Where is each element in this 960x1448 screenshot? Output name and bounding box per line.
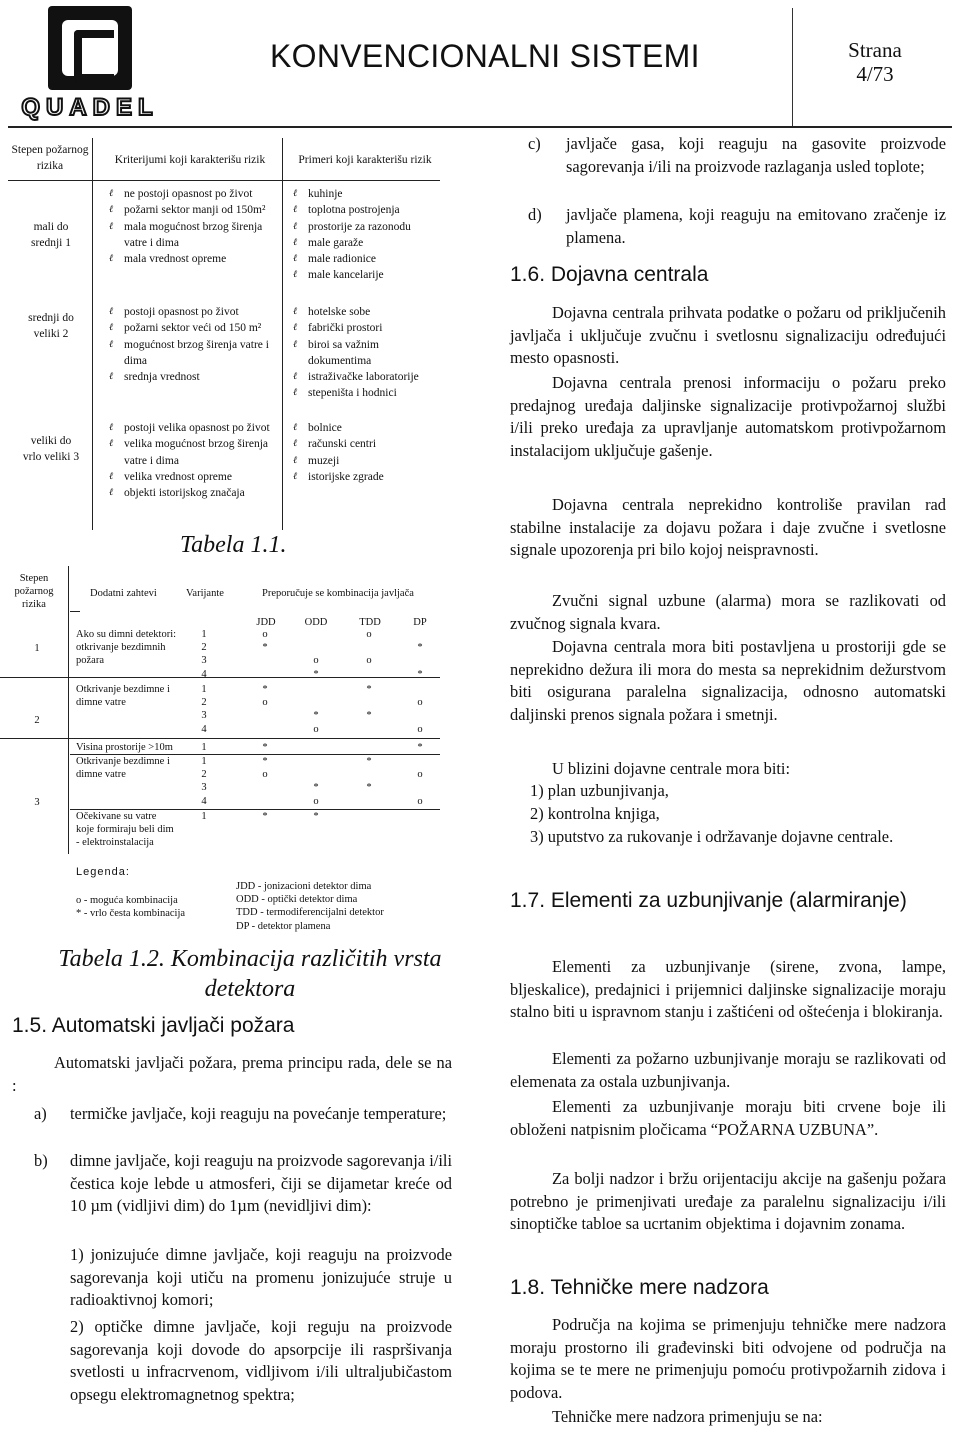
bullet-icon: ℓ [109, 204, 114, 216]
bullet-icon: ℓ [109, 306, 114, 317]
para-1-6-2: Dojavna centrala prenosi informaciju o požaru preko predajnog uređaja daljinske signalizacije protivpožarnoj službi i/ili preko uređaja za upravljanje automatskom protivpožarnom instalacijom uključuje gašenje. [510, 373, 946, 460]
bullet-icon: ℓ [293, 322, 298, 334]
bullet-icon: ℓ [293, 188, 298, 199]
t2-req-3b: Otkrivanje bezdimne i dimne vatre [76, 756, 170, 781]
t2-legend-left: o - moguća kombinacija * - vrlo česta kombinacija [76, 895, 186, 920]
table1-caption: Tabela 1.1. [180, 532, 287, 558]
para-1-6-1: Dojavna centrala prihvata podatke o požaru od priključenih javljača i uključuje zvučnu i svetlosnu signalizaciju određujući mesto opasnosti. [510, 303, 946, 368]
t1-level-1: mali do srednji 1 [31, 221, 71, 250]
bullet-icon: ℓ [109, 220, 114, 232]
t1-criteria-3: ℓ postoji velika opasnost po život ℓ velika mogućnost brzog širenja vatre i dima ℓ velika vrednost opreme ℓ objekti istorijskog značaja [124, 420, 274, 501]
t2-det-dp: DP [413, 617, 427, 628]
para-1-7-2: Elementi za požarno uzbunjivanje moraju se razlikovati od elemenata za ostala uzbunjivanja. [510, 1049, 946, 1091]
t1-examples-3: ℓ bolnice ℓ računski centri ℓ muzeji ℓ istorijske zgrade [308, 420, 438, 485]
t1-criteria-1: ℓ ne postoji opasnost po život ℓ požarni sektor manji od 150m² ℓ mala mogućnost brzog širenja vatre i dima ℓ mala vrednost opreme [124, 186, 274, 267]
company-logo [10, 6, 170, 121]
list-label-b: b) [34, 1151, 48, 1170]
t2-legend-title: Legenda: [76, 866, 130, 878]
list-item-16-3: 3) uputstvo za rukovanje i održavanje dojavne centrale. [530, 827, 894, 846]
bullet-icon: ℓ [293, 338, 298, 350]
t2-level-3: 3 [34, 797, 40, 808]
table-risk-criteria [0, 128, 480, 528]
section-1-6-heading: 1.6. Dojavna centrala [510, 263, 709, 286]
para-1-6-5: Dojavna centrala mora biti postavljena u prostoriji gde se neprekidno dežura ili mora do mesta sa neprekidnim dežurstvom biti osigurana paralelna signalizacija, odnosno automatski daljinski prenos signala požara i smetnji. [510, 637, 946, 724]
t2-col4-header: Preporučuje se kombinacija javljača [262, 588, 414, 599]
list-label-c: c) [528, 134, 541, 153]
list-item-b1: 1) jonizujuće dimne javljače, koji reaguju na proizvode sagorevanja koji utiču na promenu jonizujuće struje u radioaktivnoj komori; [70, 1245, 452, 1310]
para-1-7-1: Elementi za uzbunjivanje (sirene, zvona, lampe, bljeskalice), predajnici i prijemnici daljinske signalizacije moraju stalno biti u ispravnom stanju i zaštićeni od oštećenja i blokiranja. [510, 957, 946, 1022]
page-number: Strana 4/73 [848, 38, 902, 86]
bullet-icon: ℓ [293, 204, 298, 216]
bullet-icon: ℓ [109, 253, 114, 265]
bullet-icon: ℓ [109, 322, 114, 334]
t1-criteria-2: ℓ postoji opasnost po život ℓ požarni sektor veći od 150 m² ℓ mogućnost brzog širenja vatre i dima ℓ srednja vrednost [124, 304, 274, 385]
list-item-b: dimne javljače, koji reaguju na proizvode sagorevanja i/ili čestica koje lebde u atmosferi, čiji se dijametar kreće od 10 µm (vidljivi dim) do 1µm (nevidljivi dim): [70, 1151, 452, 1216]
bullet-icon: ℓ [293, 220, 298, 232]
bullet-icon: ℓ [109, 487, 114, 499]
section-1-8-heading: 1.8. Tehničke mere nadzora [510, 1276, 769, 1299]
t2-req-3a: Visina prostorije >10m [76, 742, 173, 753]
list-label-a: a) [34, 1104, 47, 1123]
para-1-5-intro: Automatski javljači požara, prema principu rada, dele se na : [12, 1053, 452, 1095]
para-1-8-2: Tehničke mere nadzora primenjuju se na: [552, 1407, 823, 1426]
t2-level-1: 1 [34, 643, 40, 654]
section-1-5-heading: 1.5. Automatski javljači požara [12, 1014, 295, 1037]
t2-level-2: 2 [34, 715, 40, 726]
t2-group1-rows: 1 o o 2 * * 3 o o 4 * * [201, 629, 423, 680]
section-1-7-heading: 1.7. Elementi za uzbunjivanje (alarmiranje) [510, 889, 907, 912]
t2-group3b-rows: 1 * * 2 o o 3 * * 4 o o [201, 756, 423, 807]
para-1-6-6: U blizini dojavne centrale mora biti: [552, 759, 791, 778]
t2-req-3c: Očekivane su vatre koje formiraju beli dim - elektroinstalacija [76, 811, 174, 849]
bullet-icon: ℓ [293, 454, 298, 466]
t1-col2-header: Kriterijumi koji karakterišu rizik [114, 154, 266, 166]
t2-col3-header: Varijante [186, 588, 224, 599]
t1-level-3: veliki do vrlo veliki 3 [22, 435, 80, 464]
bullet-icon: ℓ [293, 269, 298, 281]
para-1-7-4: Za bolji nadzor i bržu orijentaciju akcije na gašenju požara potrebno je primenjivati uređaje za paralelnu signalizaciju i/ili sinoptičke tabloe sa ucrtanim objektima i dojavnim zonama. [510, 1169, 946, 1234]
bullet-icon: ℓ [293, 387, 298, 399]
logo-text: QUADEL [21, 94, 159, 121]
t2-det-tdd: TDD [359, 617, 381, 628]
t1-examples-2: ℓ hotelske sobe ℓ fabrički prostori ℓ biroi sa važnim dokumentima ℓ istraživačke laboratorije ℓ stepeništa i hodnici [308, 304, 438, 402]
t2-group3a-row: 1 * * [201, 742, 423, 753]
t2-req-2: Otkrivanje bezdimne i dimne vatre [76, 684, 170, 709]
list-label-d: d) [528, 205, 542, 224]
list-item-16-2: 2) kontrolna knjiga, [530, 804, 660, 823]
list-item-a: termičke javljače, koji reaguju na povećanje temperature; [70, 1104, 447, 1123]
para-1-6-4: Zvučni signal uzbune (alarma) mora se razlikovati od zvučnog signala kvara. [510, 591, 946, 633]
t2-req-1: Ako su dimni detektori: otkrivanje bezdimnih požara [76, 629, 177, 667]
t1-col3-header: Primeri koji karakterišu rizik [298, 154, 432, 166]
list-item-16-1: 1) plan uzbunjivanja, [530, 781, 669, 800]
t1-col1-header: Stepen požarnog rizika [11, 144, 89, 173]
para-1-8-1: Područja na kojima se primenjuju tehničke mere nadzora moraju prostorno ili građevinski biti odvojene od područja na kojima se te mere ne primenjuju pomoću protivpožarnih zidova i podova. [510, 1315, 946, 1402]
para-1-6-3: Dojavna centrala neprekidno kontroliše pravilan rad stabilne instalacije za dojavu požara i daje zvučne i svetlosne signale upozorenja pri bilo kojoj neispravnosti. [510, 495, 946, 560]
t2-det-jdd: JDD [256, 617, 276, 628]
bullet-icon: ℓ [109, 338, 114, 350]
bullet-icon: ℓ [109, 188, 114, 199]
t2-col1-header: Stepen požarnog rizika [14, 573, 54, 611]
t1-level-2: srednji do veliki 2 [28, 312, 74, 341]
t2-group2-rows: 1 * * 2 o o 3 * * 4 o o [201, 684, 423, 735]
list-item-b2: 2) optičke dimne javljače, koji reguju na proizvode sagorevanja koji dovode do apsorpcije ili raspršivanja svetlosti u infracrvenom, vidljivom i/ili ultraljubičastom opsegu elektromagnetnog spektra; [70, 1317, 452, 1404]
bullet-icon: ℓ [109, 422, 114, 433]
list-item-c: javljače gasa, koji reaguju na gasovite proizvode sagorevanja i/ili na proizvode razlaganja usled toplote; [566, 134, 946, 176]
bullet-icon: ℓ [293, 253, 298, 265]
bullet-icon: ℓ [109, 371, 114, 383]
bullet-icon: ℓ [293, 422, 298, 433]
bullet-icon: ℓ [293, 371, 298, 383]
t2-legend-right: JDD - jonizacioni detektor dima ODD - optički detektor dima TDD - termodiferencijalni detektor DP - detektor plamena [236, 881, 384, 932]
list-item-d: javljače plamena, koji reaguju na emitovano zračenje iz plamena. [566, 205, 946, 247]
bullet-icon: ℓ [109, 438, 114, 450]
page-title: KONVENCIONALNI SISTEMI [270, 38, 700, 74]
t2-det-odd: ODD [304, 617, 328, 628]
table2-caption: Tabela 1.2. Kombinacija različitih vrsta detektora [58, 946, 442, 1002]
t2-group3c-row: 1 * * [201, 811, 319, 822]
para-1-7-3: Elementi za uzbunjivanje moraju biti crvene boje ili obloženi natpisnim pločicama “POŽARNA UZBUNA”. [510, 1097, 946, 1139]
bullet-icon: ℓ [293, 306, 298, 317]
t2-col2-header: Dodatni zahtevi [90, 588, 157, 599]
bullet-icon: ℓ [293, 470, 298, 482]
bullet-icon: ℓ [293, 236, 298, 248]
table-detector-combinations [0, 566, 480, 856]
t1-examples-1: ℓ kuhinje ℓ toplotna postrojenja ℓ prostorije za razonodu ℓ male garaže ℓ male radionice ℓ male kancelarije [308, 186, 438, 284]
bullet-icon: ℓ [293, 438, 298, 450]
bullet-icon: ℓ [109, 470, 114, 482]
